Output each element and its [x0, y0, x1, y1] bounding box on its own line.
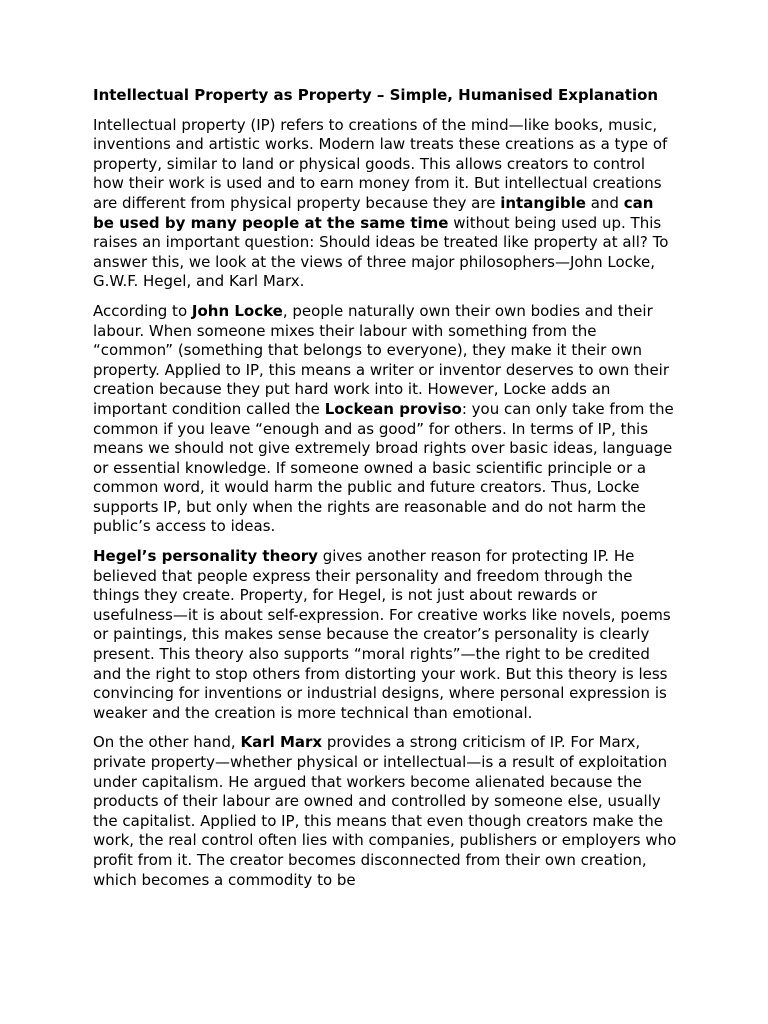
document-page [93, 86, 677, 900]
text-run: On the other hand, [93, 733, 241, 752]
paragraph [93, 302, 677, 537]
document-body [93, 116, 677, 891]
bold-text: John Locke [191, 301, 283, 320]
bold-text: Hegel’s personality theory [93, 547, 318, 566]
text-run: provides a strong criticism of IP. For Marx, private property—whether physical or intellectual—is a result of exploitation under capitalism. He argued that workers become alienated because the products of their labour are owned and controlled by someone else, usually the capitalist. Applied to IP, this means that even though creators make the work, the real control often lies with companies, publishers or employers who profit from it. The creator becomes disconnected from their own creation, which becomes a commodity to be [93, 733, 677, 889]
bold-text: Karl Marx [240, 733, 323, 752]
bold-text: intangible [500, 193, 586, 212]
text-run: and [585, 193, 624, 212]
text-run: According to [93, 301, 192, 320]
text-run: Intellectual property (IP) refers to creations of the mind—like books, music, inventions and artistic works. Modern law treats these creations as a type of property, similar to land or physical goods. This allows creators to control how their work is used and to earn money from it. But intellectual creations are different from physical property because they are [93, 115, 668, 212]
text-run: : you can only take from the common if you leave “enough and as good” for others. In terms of IP, this means we should not give extremely broad rights over basic ideas, language or essential knowledge. If someone owned a basic scientific principle or a common word, it would harm the public and future creators. Thus, Locke supports IP, but only when the rights are reasonable and do not harm the public’s access to ideas. [93, 399, 674, 536]
bold-text: can be used by many people at the same time [93, 193, 654, 232]
text-run: , people naturally own their own bodies and their labour. When someone mixes their labour with something from the “common” (something that belongs to everyone), they make it their own property. Applied to IP, this means a writer or inventor deserves to own their creation because they put hard work into it. However, Locke adds an important condition called the [93, 301, 670, 418]
text-run: gives another reason for protecting IP. He believed that people express their personality and freedom through the things they create. Property, for Hegel, is not just about rewards or usefulness—it is about self-expression. For creative works like novels, poems or paintings, this makes sense because the creator’s personality is clearly present. This theory also supports “moral rights”—the right to be credited and the right to stop others from distorting your work. But this theory is less convincing for inventions or industrial designs, where personal expression is weaker and the creation is more technical than emotional. [93, 547, 671, 722]
document-title: Intellectual Property as Property – Simple, Humanised Explanation [93, 86, 659, 104]
text-run: without being used up. This raises an important question: Should ideas be treated like property at all? To answer this, we look at the views of three major philosophers—John Locke, G.W.F. Hegel, and Karl Marx. [93, 213, 669, 291]
paragraph [93, 733, 677, 890]
paragraph [93, 547, 677, 723]
paragraph [93, 116, 677, 292]
bold-text: Lockean proviso [324, 399, 462, 418]
